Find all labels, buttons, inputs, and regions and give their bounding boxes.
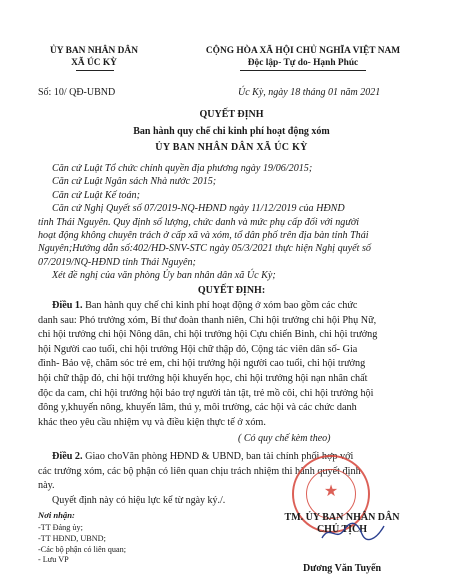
article-2-line: các trưởng xóm, các bộ phận có liên quan chịu trách nhiệm thi hành quyết định [38,465,361,477]
basis-line: tỉnh Thái Nguyên. Quy định số lượng, chức danh và mức phụ cấp đối với người [38,216,360,228]
recipients-list [38,523,126,566]
basis-line: Căn cứ Nghị Quyết số 07/2019-NQ-HĐND ngày 11/12/2019 của HĐND [52,203,345,215]
signature-title: TM. ỦY BAN NHÂN DÂN [284,512,400,523]
article-2-line: này. [38,480,55,492]
agency-name: ỦY BAN NHÂN DÂN [50,46,138,56]
national-motto: Độc lập- Tự do- Hạnh Phúc [247,58,359,68]
article-1-line: khác theo yêu cầu nhiệm vụ và điều kiện thực tế ở xóm. [38,416,266,428]
effect-line: Quyết định này có hiệu lực kể từ ngày ký./. [52,495,226,506]
seal-star-icon: ★ [323,483,339,500]
article-1-line: độc da cam, chi hội trưởng hội bảo trợ người tàn tật, trẻ mồ côi, chi hội trưởng hội [38,387,374,399]
article-1-line: đình- Bảo vệ, chăm sóc trẻ em, chi hội trưởng hội người cao tuổi, chi hội trưởng [38,358,366,370]
recipient-item: - Lưu VP [38,555,69,565]
article-1-line: đông y,khuyến nông, khuyến lâm, thú y, môi trường, các hội và các chức danh [38,402,357,414]
recipient-item: -Các bộ phận có liên quan; [38,544,126,554]
article-1-line: danh sau: Phó trưởng xóm, Bí thư đoàn thanh niên, Chi hội trưởng chi hội Phụ Nữ, [38,314,377,326]
signer-name: Dương Văn Tuyến [302,563,382,574]
article-2-line: Điều 2. Giao choVăn phòng HĐND & UBND, ban tài chính phối hợp với [52,451,354,462]
basis-line: Căn cứ Luật Ngân sách Nhà nước 2015; [52,176,217,188]
basis-line: hoạt động không chuyên trách ở cấp xã và xóm, tổ dân phố trên địa bàn tỉnh Thái [38,230,369,242]
basis-line: Nguyên;Hướng dẫn số:402/HD-SNV-STC ngày 05/3/2021 thực hiện Nghị quyết số [38,243,371,255]
attachment-note: ( Có quy chế kèm theo) [238,433,331,444]
document-subject: Ban hành quy chế chi kinh phí hoạt động xóm [133,126,330,137]
issuing-body: ỦY BAN NHÂN DÂN XÃ ÚC KỲ [155,142,308,153]
place-and-date: Úc Kỳ, ngày 18 tháng 01 năm 2021 [238,87,381,98]
commune-name: XÃ ÚC KỲ [71,58,117,68]
basis-line: Căn cứ Luật Tổ chức chính quyền địa phương ngày 19/06/2015; [52,163,313,174]
header-left-rule [76,70,114,71]
header-right-rule [240,70,366,71]
basis-line: Xét đề nghị của văn phòng Ủy ban nhân dân xã Úc Kỳ; [52,270,276,282]
article-1-line: Điều 1. Ban hành quy chế chi kinh phí hoạt động ở xóm bao gồm các chức [52,300,358,311]
legal-bases [38,162,428,283]
article-1-line: hội Người cao tuổi, chi hội trưởng Hội chữ thập đỏ, Cộng tác viên dân số- Gia [38,343,358,355]
article-1-line: chi hội trưởng chi hội Nông dân, chi hội trưởng hội Cựu chiến Binh, chi hội trưởng [38,329,378,341]
signature-role: CHỦ TỊCH [316,524,368,535]
national-title: CỘNG HÒA XÃ HỘI CHỦ NGHĨA VIỆT NAM [205,46,401,56]
document-title: QUYẾT ĐỊNH [199,109,264,120]
recipient-item: -TT Đảng ủy; [38,523,83,532]
article-1 [38,299,428,430]
recipients-heading: Nơi nhận: [38,510,75,520]
basis-line: Căn cứ Luật Kế toán; [52,189,140,201]
recipient-item: -TT HĐND, UBND; [38,533,106,543]
article-1-line: hội chữ thập đỏ, chi hội trưởng hội khuyến học, chi hội trưởng hội nạn nhân chất [38,372,368,384]
basis-line: 07/2019/NQ-HĐND tỉnh Thái Nguyên; [38,256,196,268]
decision-heading: QUYẾT ĐỊNH: [197,285,266,296]
document-number: Số: 10/ QĐ-UBND [38,87,116,98]
handwritten-signature [318,520,388,544]
